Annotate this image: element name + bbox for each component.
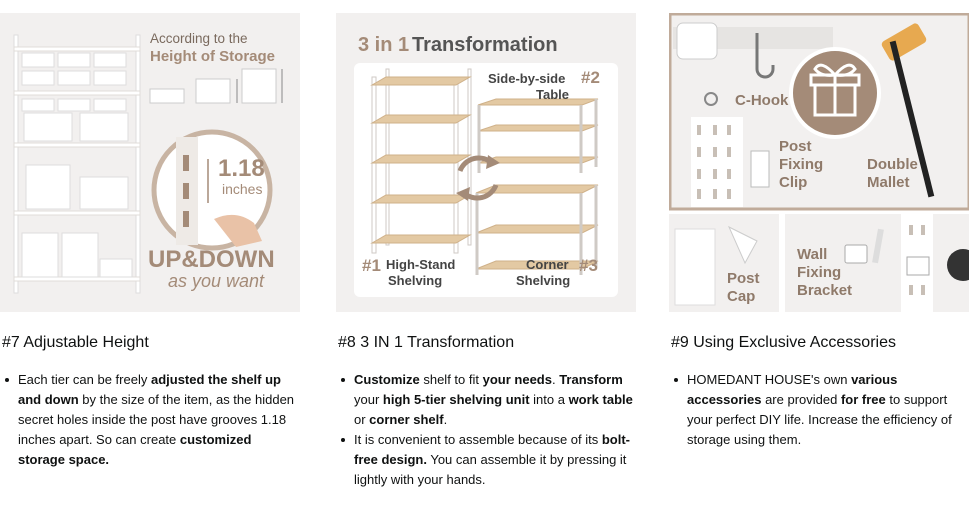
label-double: Double [867, 156, 918, 173]
label-c-hook: C-Hook [735, 92, 789, 109]
card-title: #7 Adjustable Height [2, 334, 149, 351]
label-num-1: #1 [362, 256, 381, 275]
label-num-2: #2 [581, 68, 600, 87]
label-table: Table [536, 87, 569, 102]
bullet-list [669, 370, 969, 450]
label-post-cap-1: Post [727, 270, 760, 287]
bullet-item: Customize shelf to fit your needs. Transform your high 5-tier shelving unit into a work table or corner shelf. [336, 370, 636, 430]
slogan-as-you-want: as you want [168, 271, 265, 291]
label-side-by-side: Side-by-side [488, 71, 566, 86]
bullet-list [0, 370, 300, 470]
label-fixing: Fixing [797, 264, 842, 281]
label-post-cap-2: Cap [727, 288, 756, 305]
bullet-item: It is convenient to assemble because of its bolt-free design. You can assemble it by pressing it lightly with your hands. [336, 430, 636, 490]
bullet-item: Each tier can be freely adjusted the shelf up and down by the size of the item, as the hidden secret holes inside the post have grooves 1.18 inches apart. So can create customized storage space. [0, 370, 300, 470]
label-shelving-3: Shelving [516, 273, 571, 288]
label-num-3: #3 [579, 256, 598, 275]
caption-top-1: According to the [150, 31, 248, 46]
bullet-list [336, 370, 636, 490]
label-high-stand: High-Stand [386, 257, 456, 272]
bullet-item: HOMEDANT HOUSE's own various accessories are provided for free to support your perfect DIY life. Increase the efficiency of storage using them. [669, 370, 969, 450]
label-shelving-1: Shelving [388, 273, 443, 288]
caption-top-2: Height of Storage [150, 48, 276, 65]
heading-transformation: Transformation [412, 34, 558, 56]
accessories-illustration [669, 13, 969, 312]
label-wall: Wall [797, 246, 828, 263]
card-title: #9 Using Exclusive Accessories [671, 334, 896, 351]
transformation-illustration [336, 13, 636, 312]
adjustable-height-illustration [0, 13, 300, 312]
label-post-fixing-2: Fixing [779, 156, 824, 173]
adjustable-height-image[interactable] [0, 13, 300, 312]
label-corner: Corner [526, 257, 569, 272]
card-title: #8 3 IN 1 Transformation [338, 334, 515, 351]
measure-value: 1.18 [218, 155, 265, 182]
transformation-image[interactable] [336, 13, 636, 312]
accessories-image[interactable] [669, 13, 969, 312]
measure-unit: inches [222, 181, 263, 197]
slogan-up-down: UP&DOWN [148, 246, 275, 273]
label-post-fixing-1: Post [779, 138, 812, 155]
label-bracket: Bracket [797, 282, 853, 299]
heading-3in1: 3 in 1 [358, 34, 410, 56]
label-mallet: Mallet [867, 174, 910, 191]
label-post-fixing-3: Clip [779, 174, 808, 191]
